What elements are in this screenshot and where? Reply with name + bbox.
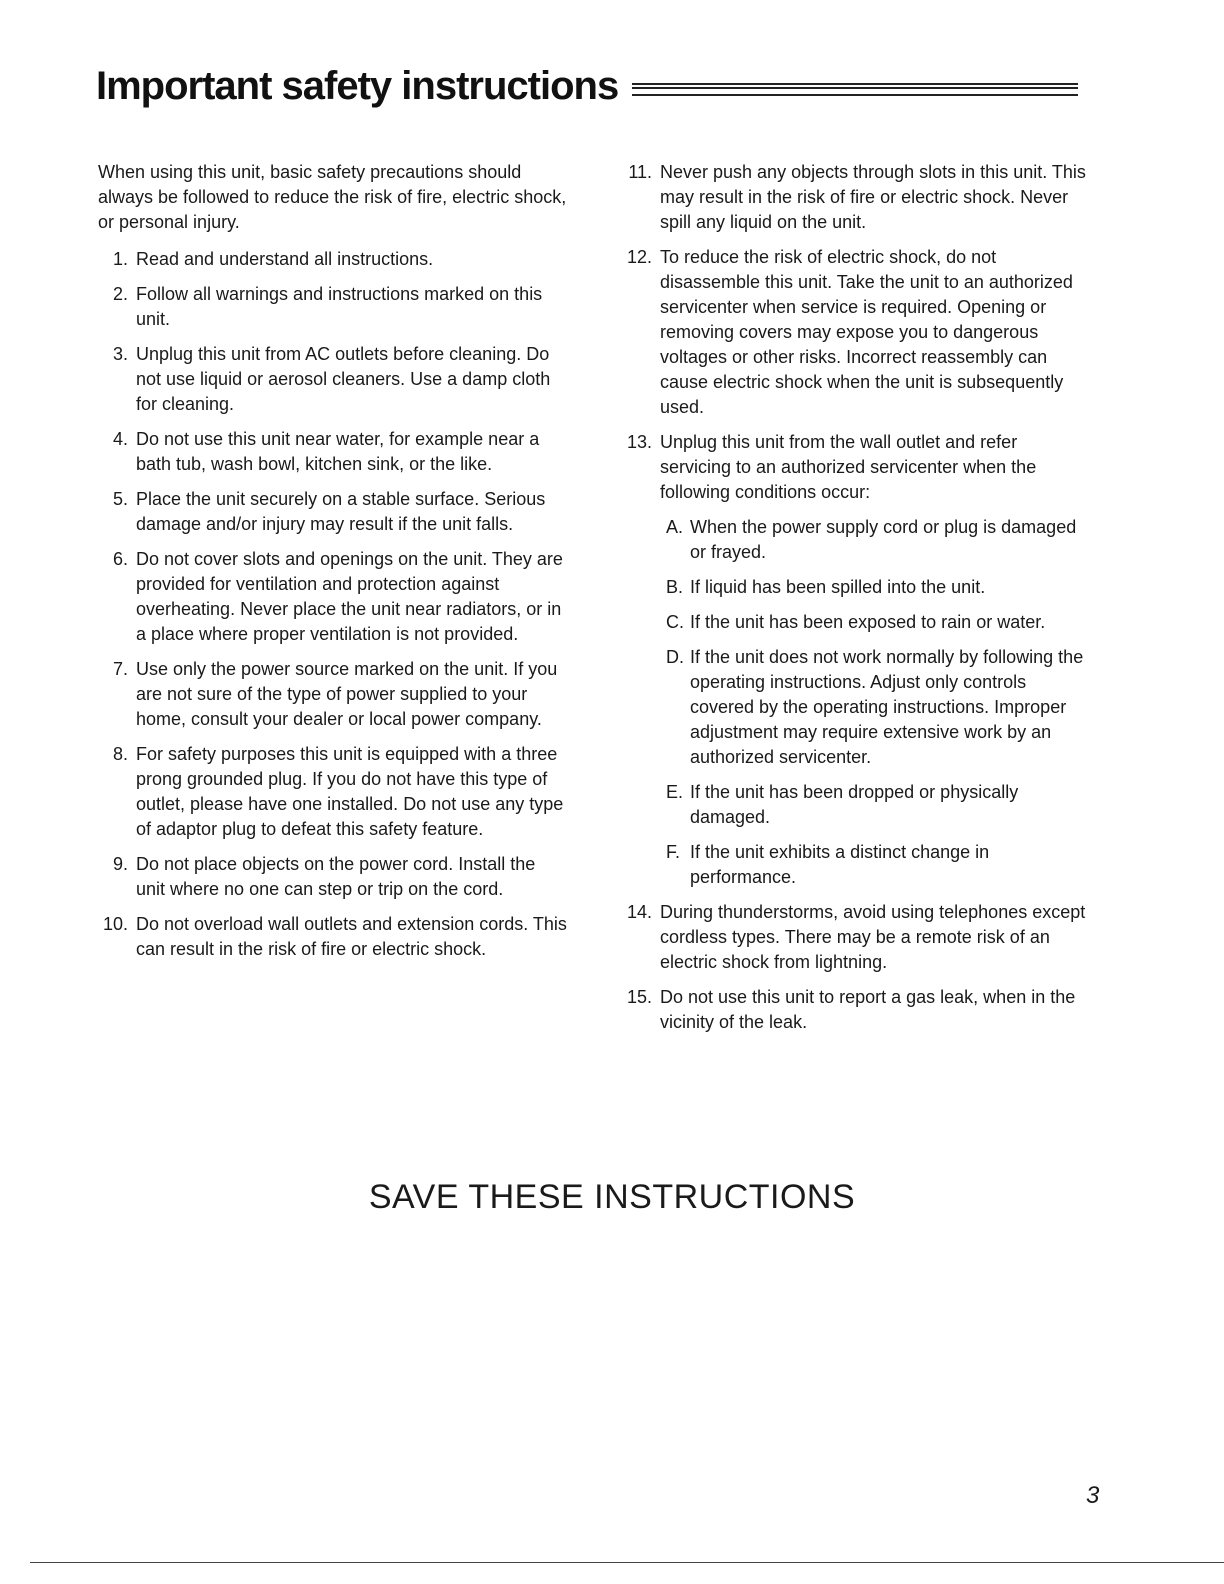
item-text: Read and understand all instructions. [136, 249, 434, 269]
sub-item-text: If the unit has been exposed to rain or water. [690, 612, 1046, 632]
sub-item-letter: E. [666, 782, 684, 802]
item-text: Place the unit securely on a stable surface. Serious damage and/or injury may result if the unit falls. [136, 489, 546, 534]
list-item [622, 985, 1092, 1035]
sub-list-item [666, 575, 1092, 600]
item-text: Do not place objects on the power cord. Install the unit where no one can step or trip on the cord. [136, 854, 536, 899]
list-item [98, 427, 568, 477]
item-number: 8. [112, 744, 128, 764]
item-number: 6. [112, 549, 128, 569]
item-number: 7. [112, 659, 128, 679]
list-item [98, 657, 568, 732]
sub-list-item [666, 515, 1092, 565]
item-text: Do not use this unit to report a gas leak, when in the vicinity of the leak. [660, 987, 1076, 1032]
sub-item-letter: A. [666, 517, 684, 537]
left-column [98, 160, 568, 972]
save-instructions-heading: SAVE THESE INSTRUCTIONS [368, 1178, 856, 1216]
item-number: 3. [112, 344, 128, 364]
item-text: During thunderstorms, avoid using telephones except cordless types. There may be a remote risk of an electric shock from lightning. [660, 902, 1086, 972]
item-number: 5. [112, 489, 128, 509]
sub-list-item [666, 645, 1092, 770]
item-text: To reduce the risk of electric shock, do not disassemble this unit. Take the unit to an authorized servicenter when service is required. Opening or removing covers may expose you to dangerous voltages or other risks. Incorrect reassembly can cause electric shock when the unit is subsequently used. [660, 247, 1073, 417]
sub-list-item [666, 780, 1092, 830]
list-item [98, 547, 568, 647]
item-number: 4. [112, 429, 128, 449]
right-column [622, 160, 1092, 1045]
item-text: Do not cover slots and openings on the unit. They are provided for ventilation and protection against overheating. Never place the unit near radiators, or in a place where proper ventilation is not provided. [136, 549, 563, 644]
title-row [96, 64, 1078, 109]
bottom-rule [30, 1562, 1224, 1563]
item-number: 15. [626, 987, 652, 1007]
item-number: 13. [626, 432, 652, 452]
sub-item-text: If the unit exhibits a distinct change in performance. [690, 842, 990, 887]
item-number: 1. [112, 249, 128, 269]
item-number: 2. [112, 284, 128, 304]
item-text: Do not use this unit near water, for example near a bath tub, wash bowl, kitchen sink, or the like. [136, 429, 540, 474]
item-number: 11. [628, 162, 652, 182]
sub-item-text: When the power supply cord or plug is damaged or frayed. [690, 517, 1077, 562]
item-text: Unplug this unit from AC outlets before cleaning. Do not use liquid or aerosol cleaners. Use a damp cloth for cleaning. [136, 344, 551, 414]
intro-paragraph: When using this unit, basic safety precautions should always be followed to reduce the risk of fire, electric shock, or personal injury. [98, 162, 567, 232]
sub-list-item [666, 840, 1092, 890]
item-text: Use only the power source marked on the unit. If you are not sure of the type of power supplied to your home, consult your dealer or local power company. [136, 659, 558, 729]
item-text: For safety purposes this unit is equipped with a three prong grounded plug. If you do not have this type of outlet, please have one installed. Do not use any type of adaptor plug to defeat this safety feature. [136, 744, 564, 839]
sub-list-item [666, 610, 1092, 635]
sub-item-letter: C. [666, 612, 684, 632]
sub-item-text: If liquid has been spilled into the unit. [690, 577, 986, 597]
list-item [98, 247, 568, 272]
list-item [98, 852, 568, 902]
sub-item-letter: F. [666, 842, 681, 862]
title-rule [632, 83, 1078, 96]
list-item [622, 160, 1092, 235]
sub-item-letter: D. [666, 647, 684, 667]
item-number: 12. [626, 247, 652, 267]
item-text: Do not overload wall outlets and extension cords. This can result in the risk of fire or electric shock. [136, 914, 567, 959]
list-item [622, 900, 1092, 975]
list-item [98, 487, 568, 537]
item-number: 9. [112, 854, 128, 874]
list-item [622, 430, 1092, 505]
sub-item-text: If the unit does not work normally by following the operating instructions. Adjust only controls covered by the operating instructions. Improper adjustment may require extensive work by an authorized servicenter. [690, 647, 1084, 767]
list-item [98, 282, 568, 332]
page-title: Important safety instructions [96, 64, 619, 108]
item-number: 14. [626, 902, 652, 922]
sub-item-letter: B. [666, 577, 684, 597]
item-text: Follow all warnings and instructions marked on this unit. [136, 284, 543, 329]
list-item [98, 742, 568, 842]
item-number: 10. [102, 914, 128, 934]
left-list [98, 247, 568, 962]
page-number: 3 [1086, 1482, 1100, 1509]
sub-item-text: If the unit has been dropped or physically damaged. [690, 782, 1019, 827]
item-text: Unplug this unit from the wall outlet and refer servicing to an authorized servicenter when the following conditions occur: [660, 432, 1037, 502]
list-item [98, 342, 568, 417]
list-item [98, 912, 568, 962]
item-text: Never push any objects through slots in this unit. This may result in the risk of fire or electric shock. Never spill any liquid on the unit. [660, 162, 1086, 232]
list-item [622, 245, 1092, 420]
